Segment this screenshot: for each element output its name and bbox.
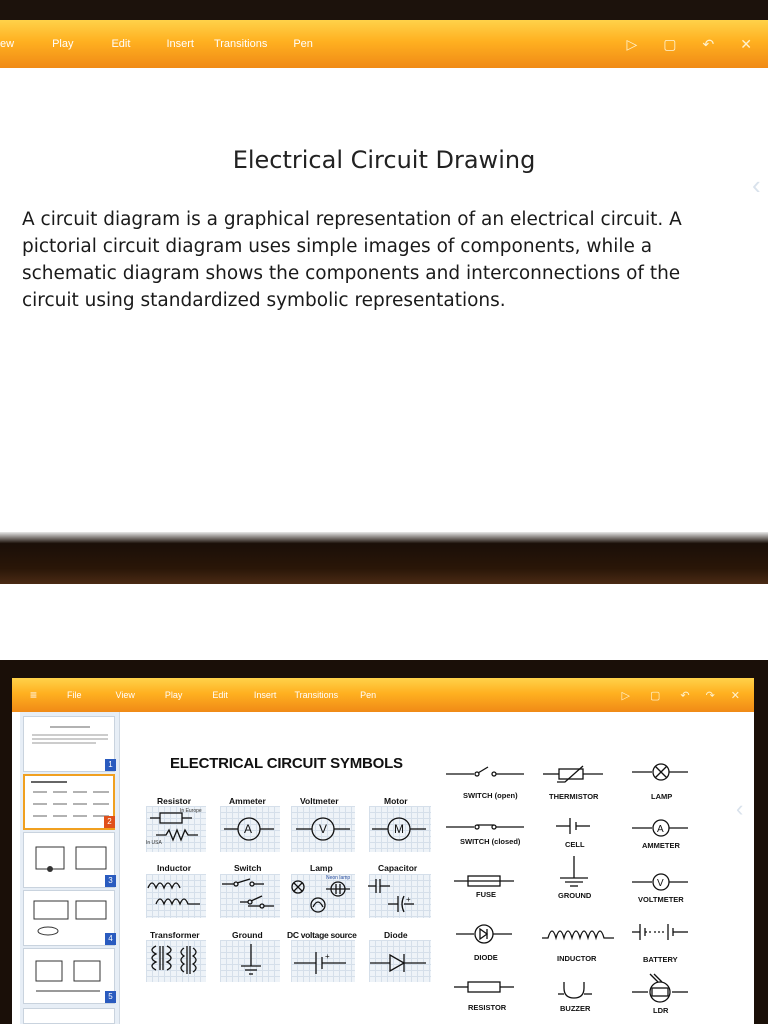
ldr-symbol: [632, 974, 692, 1004]
thumbnail-panel: [20, 712, 120, 1024]
fuse-symbol: [454, 874, 518, 888]
label-in-usa: In USA: [146, 840, 162, 846]
thumbnail-preview: [26, 719, 114, 769]
capacitor-symbol: [368, 876, 428, 916]
label-capacitor: Capacitor: [378, 863, 418, 873]
label-fuse: FUSE: [476, 890, 497, 899]
ammeter-right-symbol: [632, 818, 692, 838]
thumbnail-number: 3: [105, 875, 116, 887]
inductor-right-symbol: [542, 922, 616, 942]
thumbnail-number: 5: [105, 991, 116, 1003]
slide-thumbnail-selected[interactable]: [23, 774, 115, 830]
top-tab-play[interactable]: Play: [52, 38, 74, 50]
thumbnail-preview: [26, 893, 114, 943]
photo-gap: [0, 584, 768, 662]
slide-thumbnail[interactable]: [23, 948, 115, 1004]
ammeter-right-letter: A: [657, 824, 664, 835]
switch-open-symbol: [446, 766, 526, 780]
thermistor-symbol: [543, 764, 609, 784]
label-ground-right: GROUND: [558, 891, 592, 900]
top-tab-insert[interactable]: Insert: [166, 38, 194, 50]
thumbnail-number: 1: [105, 759, 116, 771]
photo-dark-band: [0, 532, 768, 584]
label-lamp-right: LAMP: [651, 792, 673, 801]
thumbnail-preview: [27, 778, 115, 828]
top-tab-pen[interactable]: Pen: [293, 38, 313, 50]
bottom-tab-transitions[interactable]: Transitions: [294, 690, 339, 700]
top-tab-edit[interactable]: Edit: [111, 38, 131, 50]
label-neon-lamp: Neon lamp: [326, 875, 351, 881]
inductor-symbol: [148, 876, 204, 912]
label-ammeter: Ammeter: [229, 796, 266, 806]
label-lamp: Lamp: [310, 863, 333, 873]
play-icon[interactable]: ▷: [621, 689, 630, 702]
play-icon[interactable]: ▷: [626, 35, 638, 52]
label-motor: Motor: [384, 796, 408, 806]
top-tab-transitions[interactable]: Transitions: [213, 38, 268, 50]
bottom-tab-insert[interactable]: Insert: [253, 690, 277, 700]
diode-right-symbol: [456, 924, 516, 944]
close-icon[interactable]: ✕: [730, 689, 740, 702]
thumbnail-preview: [26, 951, 114, 1001]
label-buzzer: BUZZER: [560, 1004, 591, 1013]
label-voltmeter: Voltmeter: [300, 796, 339, 806]
voltmeter-symbol: [296, 817, 350, 841]
ammeter-symbol: [224, 817, 274, 841]
slide-title: Electrical Circuit Drawing: [232, 146, 536, 174]
voltmeter-right-letter: V: [657, 878, 664, 889]
bottom-tab-play[interactable]: Play: [164, 690, 183, 700]
save-icon[interactable]: ▢: [663, 35, 677, 52]
svg-text:+: +: [325, 952, 330, 961]
switch-symbol: [222, 876, 276, 916]
bottom-toolbar: [10, 678, 754, 712]
label-dc-voltage-source: DC voltage source: [287, 930, 357, 940]
thumbnail-strip-footer: [23, 1008, 115, 1024]
label-inductor-right: INDUCTOR: [557, 954, 597, 963]
motor-symbol: [372, 817, 426, 841]
cell-symbol: [556, 816, 596, 836]
redo-icon[interactable]: ↷: [705, 689, 715, 702]
label-battery: BATTERY: [643, 955, 678, 964]
thumbnail-preview: [26, 835, 114, 885]
ground-right-symbol: [556, 856, 596, 890]
label-diode-right: DIODE: [474, 953, 498, 962]
bottom-tab-edit[interactable]: Edit: [212, 690, 228, 700]
chevron-left-icon[interactable]: ‹: [752, 170, 761, 200]
label-ground: Ground: [232, 930, 263, 940]
diode-symbol: [370, 948, 430, 978]
label-in-europe: In Europe: [180, 808, 202, 814]
label-switch-closed: SWITCH (closed): [460, 837, 521, 846]
slide-paragraph: A circuit diagram is a graphical representation of an electrical circuit. A pictorial circuit diagram uses simple images of components, while a schematic diagram shows the components and interconnections of the circuit using standardized symbolic representations.: [22, 209, 682, 311]
thumbnail-number: 2: [104, 816, 115, 828]
voltmeter-letter: V: [319, 822, 328, 836]
lamp-right-symbol: [632, 762, 692, 782]
lamp-symbol: [290, 875, 356, 919]
bottom-tab-view[interactable]: View: [115, 690, 135, 700]
transformer-symbol: [146, 942, 206, 982]
ground-symbol: [236, 944, 266, 980]
slide-thumbnail[interactable]: [23, 890, 115, 946]
photo-frame-left: [0, 660, 12, 1024]
slide-thumbnail[interactable]: [23, 832, 115, 888]
label-ldr: LDR: [653, 1006, 669, 1015]
label-resistor-right: RESISTOR: [468, 1003, 507, 1012]
label-voltmeter-right: VOLTMETER: [638, 895, 684, 904]
label-transformer: Transformer: [150, 930, 200, 940]
slide-thumbnail[interactable]: [23, 716, 115, 772]
buzzer-symbol: [558, 980, 598, 1002]
label-ammeter-right: AMMETER: [642, 841, 680, 850]
photo-edge-top: [0, 0, 768, 20]
resistor-usa-symbol: [156, 828, 206, 842]
motor-letter: M: [394, 822, 404, 836]
top-tab-view[interactable]: ew: [0, 38, 15, 50]
menu-icon[interactable]: ≡: [30, 688, 38, 702]
photo-frame-right: [754, 660, 768, 1024]
close-icon[interactable]: ✕: [740, 35, 752, 52]
label-switch: Switch: [234, 863, 262, 873]
label-inductor: Inductor: [157, 863, 191, 873]
svg-text:+: +: [406, 895, 411, 904]
bottom-tab-pen[interactable]: Pen: [360, 690, 377, 700]
undo-icon[interactable]: ↶: [680, 689, 690, 702]
top-toolbar: [0, 20, 768, 68]
ammeter-letter: A: [244, 822, 253, 836]
resistor-right-symbol: [454, 980, 518, 994]
switch-closed-symbol: [446, 820, 526, 834]
label-diode: Diode: [384, 930, 408, 940]
save-icon[interactable]: ▢: [649, 689, 661, 702]
dc-source-symbol: [294, 948, 354, 978]
photo-dark-band-2: [0, 660, 768, 678]
label-thermistor: THERMISTOR: [549, 792, 599, 801]
thumbnail-number: 4: [105, 933, 116, 945]
label-cell: CELL: [565, 840, 585, 849]
battery-symbol: [632, 922, 694, 942]
voltmeter-right-symbol: [632, 872, 692, 892]
bottom-tab-file[interactable]: File: [67, 690, 82, 700]
resistor-europe-symbol: [150, 811, 200, 825]
undo-icon[interactable]: ↶: [702, 35, 715, 52]
label-switch-open: SWITCH (open): [463, 791, 518, 800]
chevron-left-icon[interactable]: ‹: [736, 796, 744, 821]
symbols-slide-title: ELECTRICAL CIRCUIT SYMBOLS: [170, 755, 403, 772]
label-resistor: Resistor: [157, 796, 192, 806]
